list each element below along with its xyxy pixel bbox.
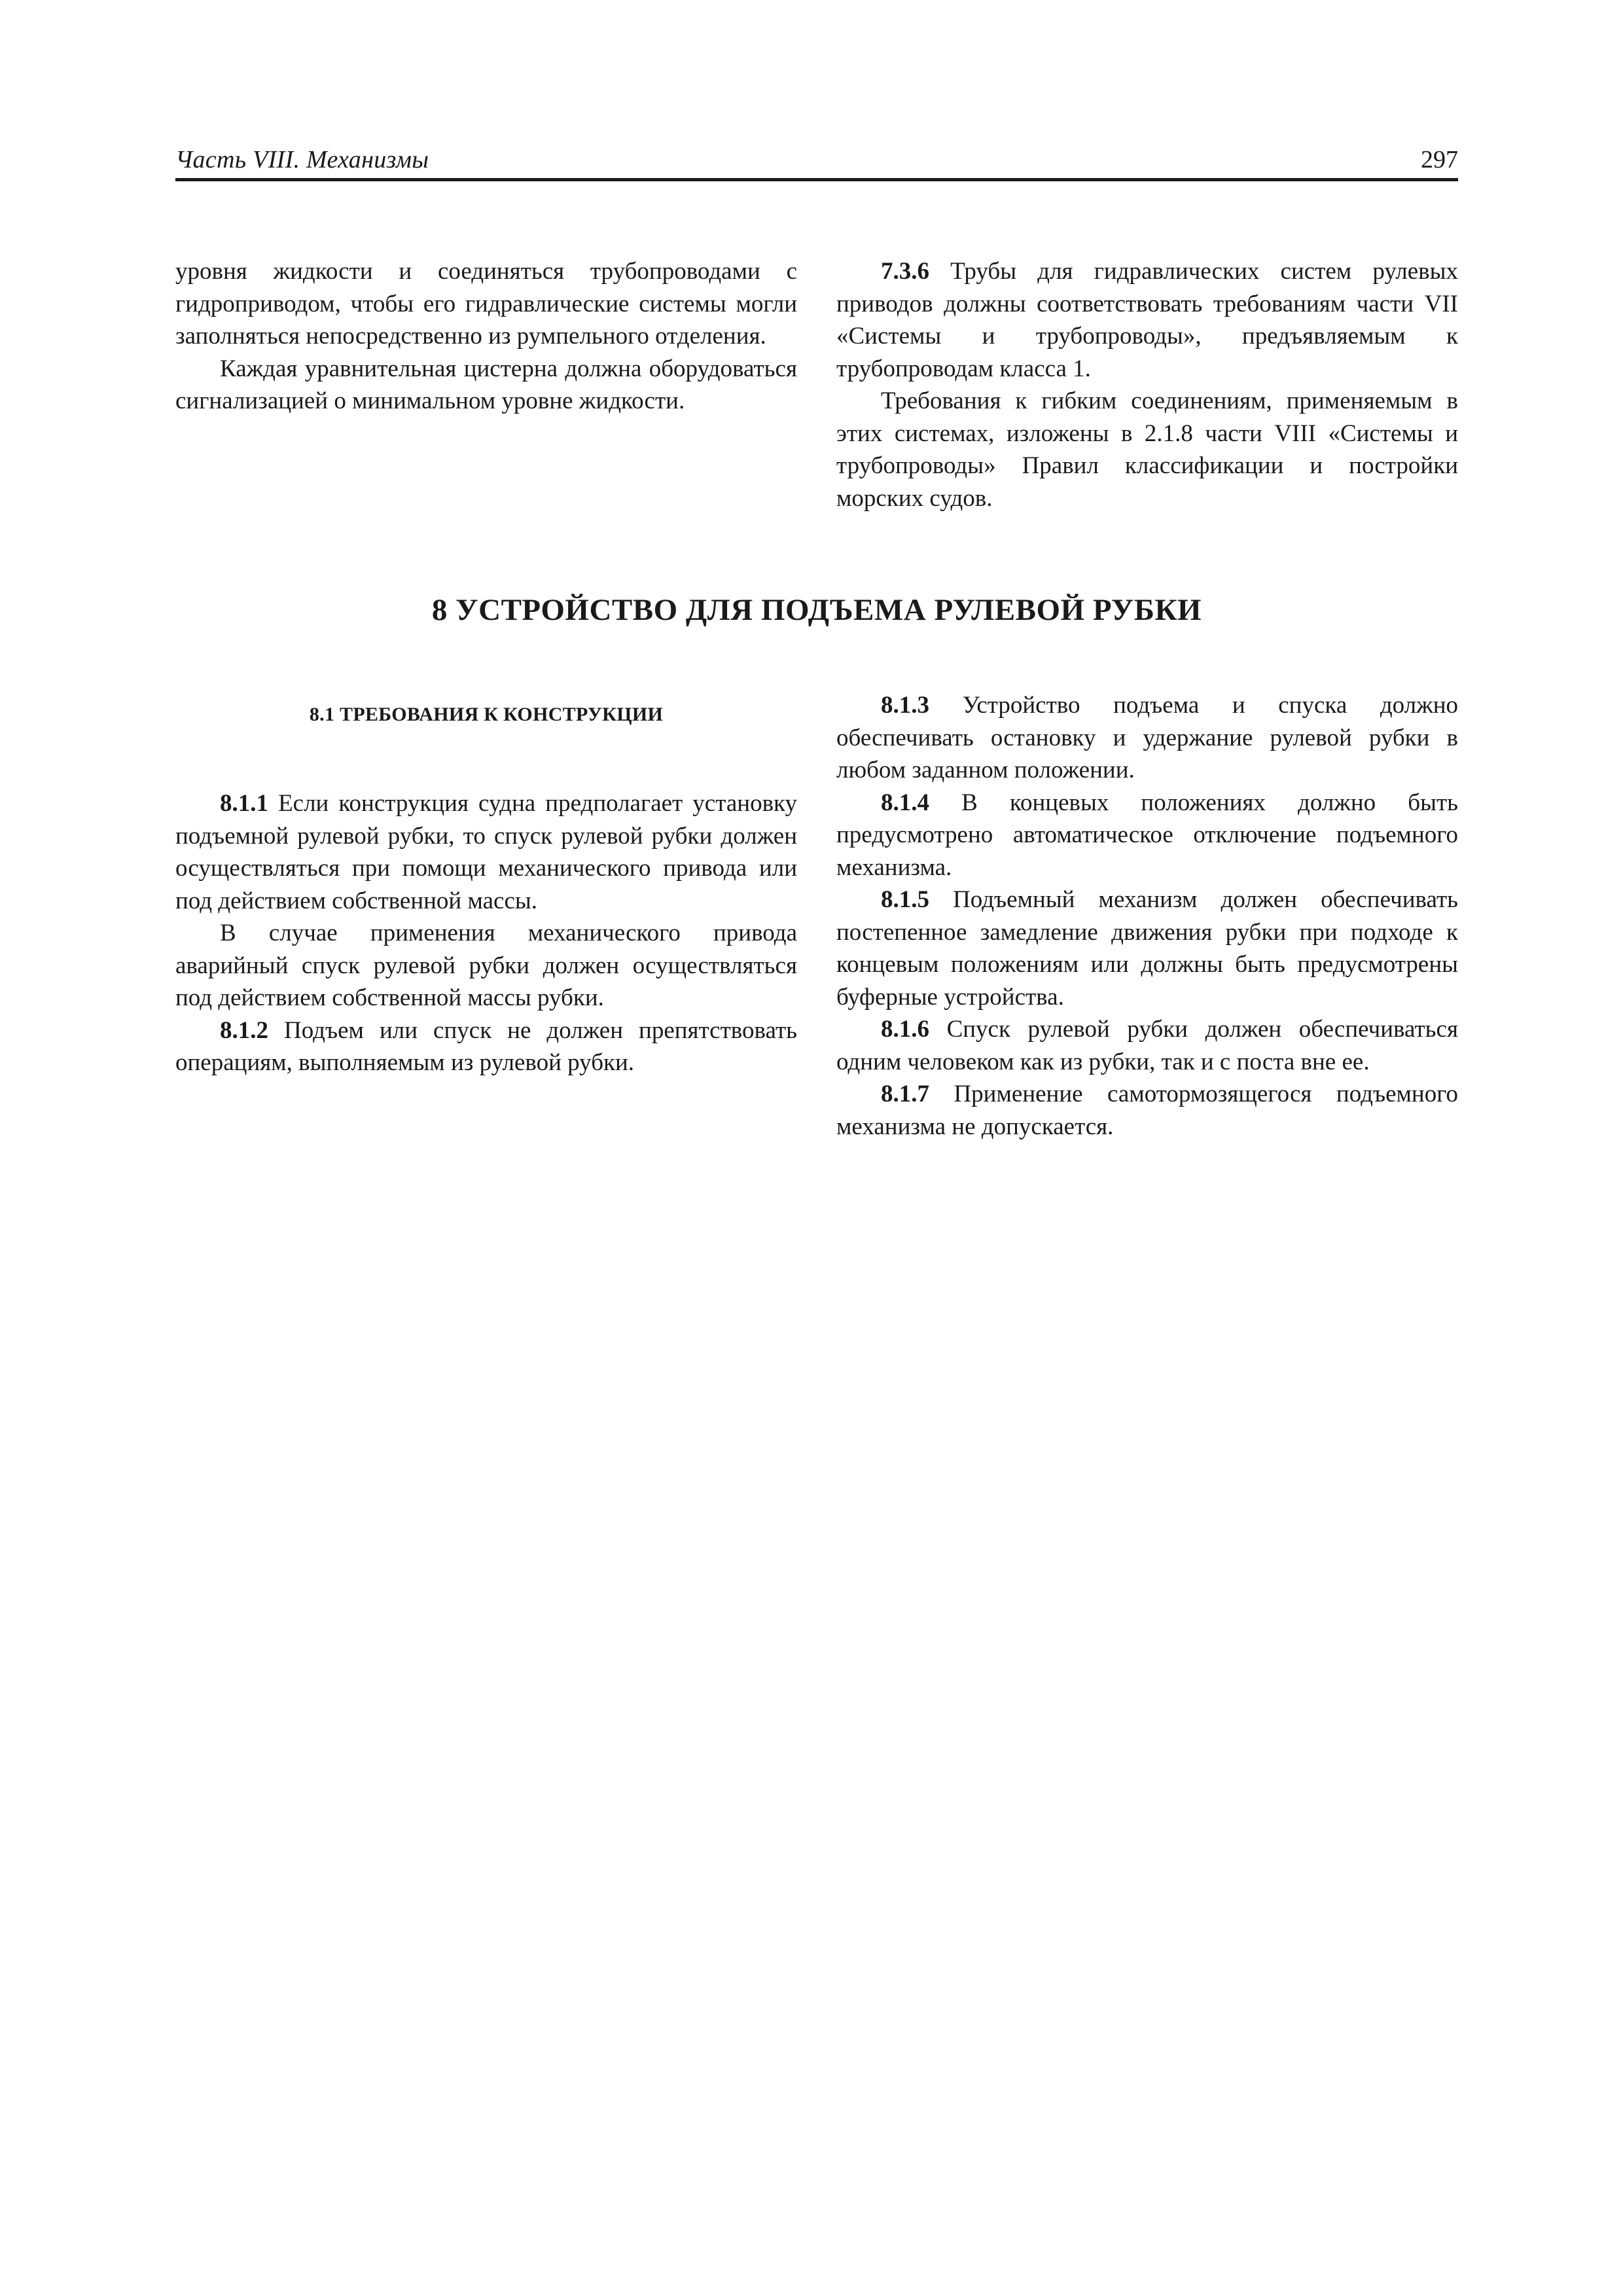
paragraph-8-1-1 [175, 787, 797, 917]
paragraph-8-1-3 [836, 689, 1458, 787]
paragraph-8-1-6 [836, 1013, 1458, 1078]
clause-number: 8.1.3 [881, 692, 929, 719]
paragraph: уровня жидкости и соединяться трубопроводами с гидроприводом, чтобы его гидравлические системы могли заполняться непосредственно из румпельного отделения. [175, 258, 797, 350]
page-number: 297 [1421, 146, 1458, 173]
clause-text: Спуск рулевой рубки должен обеспечиваться одним человеком как из рубки, так и с поста вне ее. [836, 1016, 1458, 1075]
paragraph: Требования к гибким соединениям, применяемым в этих системах, изложены в 2.1.8 части VIII «Системы и трубопроводы» Правил классификации и постройки морских судов. [836, 387, 1458, 512]
clause-text: Подъем или спуск не должен препятствовать операциям, выполняемым из рулевой рубки. [175, 1016, 797, 1076]
clause-text: Применение самотормозящегося подъемного механизма не допускается. [836, 1081, 1458, 1140]
clause-text: Устройство подъема и спуска должно обеспечивать остановку и удержание рулевой рубки в любом заданном положении. [836, 692, 1458, 783]
subsection-title: 8.1 ТРЕБОВАНИЯ К КОНСТРУКЦИИ [309, 704, 664, 725]
clause-number: 8.1.2 [220, 1016, 268, 1044]
clause-text: Если конструкция судна предполагает установку подъемной рулевой рубки, то спуск рулевой рубки должен осуществляться при помощи механического привода или под действием собственной массы. [175, 790, 797, 914]
clause-text: Подъемный механизм должен обеспечивать постепенное замедление движения рубки при подходе к концевым положениям или должны быть предусмотрены буферные устройства. [836, 886, 1458, 1011]
section-left-column [175, 787, 797, 1079]
running-header [175, 139, 1458, 181]
header-title: Часть VIII. Механизмы [175, 146, 429, 173]
paragraph: Каждая уравнительная цистерна должна оборудоваться сигнализацией о минимальном уровне жидкости. [175, 355, 797, 414]
paragraph-8-1-4 [836, 787, 1458, 884]
section-right-column [836, 689, 1458, 1143]
clause-number: 8.1.5 [881, 886, 929, 913]
clause-number: 7.3.6 [881, 258, 929, 285]
clause-number: 8.1.6 [881, 1016, 929, 1043]
top-right-column [836, 255, 1458, 514]
section-title: 8 УСТРОЙСТВО ДЛЯ ПОДЪЕМА РУЛЕВОЙ РУБКИ [431, 593, 1202, 627]
top-left-column [175, 255, 797, 418]
clause-text: В концевых положениях должно быть предусмотрено автоматическое отключение подъемного механизма. [836, 789, 1458, 881]
paragraph-8-1-7 [836, 1078, 1458, 1143]
paragraph-7-3-6 [836, 255, 1458, 385]
paragraph-8-1-2 [175, 1014, 797, 1079]
clause-number: 8.1.4 [881, 789, 929, 816]
paragraph-8-1-5 [836, 884, 1458, 1013]
clause-text: Трубы для гидравлических систем рулевых приводов должны соответствовать требованиям части VII «Системы и трубопроводы», предъявляемым к трубопроводам класса 1. [836, 258, 1458, 382]
paragraph: В случае применения механического привода аварийный спуск рулевой рубки должен осуществляться под действием собственной массы рубки. [175, 920, 797, 1011]
clause-number: 8.1.1 [220, 790, 268, 817]
clause-number: 8.1.7 [881, 1081, 929, 1107]
